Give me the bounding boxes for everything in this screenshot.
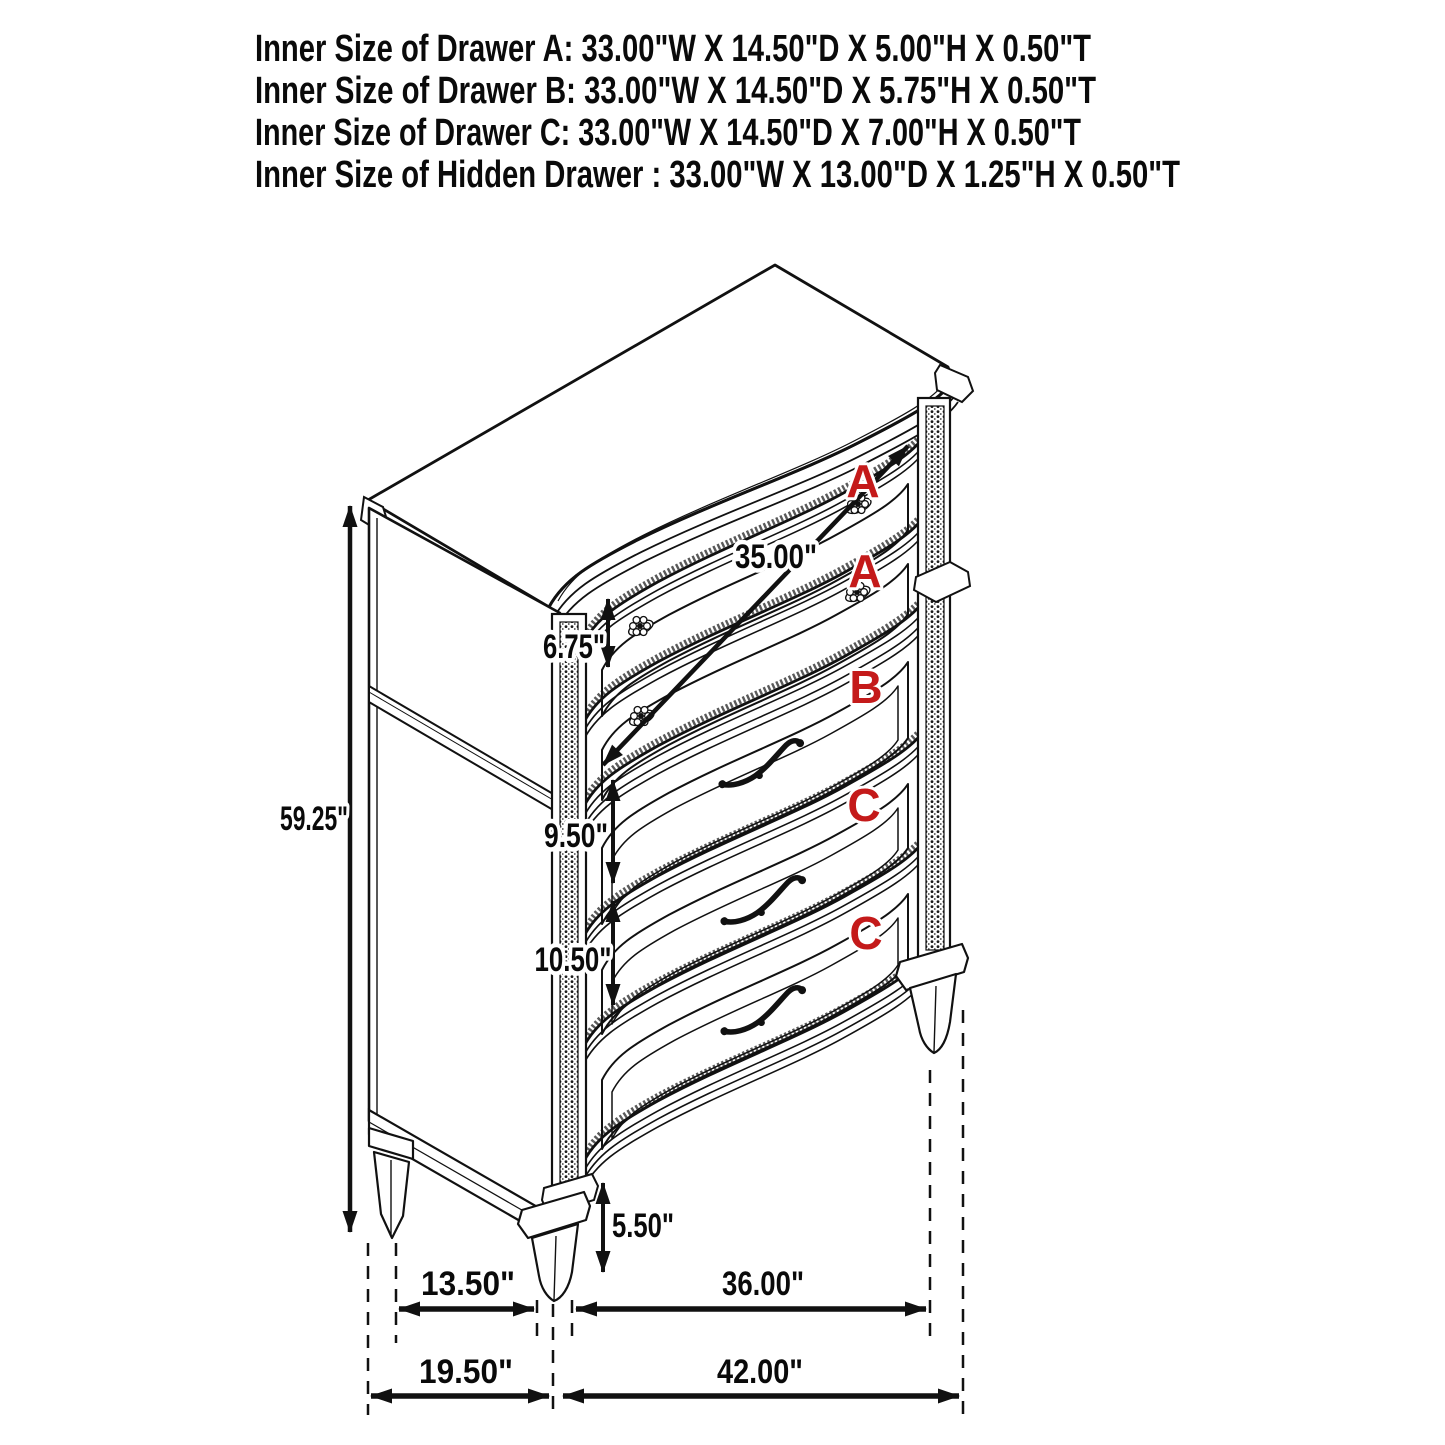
dimension-label-overall-width: 42.00"	[717, 1353, 803, 1391]
dimension-label-overall-height: 59.25"	[280, 800, 348, 838]
dimension-label-inner-width: 36.00"	[722, 1265, 804, 1303]
spec-line-drawer-a: Inner Size of Drawer A: 33.00"W X 14.50"D X 5.00"H X 0.50"T	[255, 28, 1091, 70]
spec-line-drawer-c: Inner Size of Drawer C: 33.00"W X 14.50"D X 7.00"H X 0.50"T	[255, 112, 1081, 154]
drawer-letter-a2: A	[848, 545, 882, 597]
drawer-letter-a1: A	[846, 455, 880, 507]
dimension-label-top-width: 35.00"	[735, 538, 817, 576]
chest-left-side-panel	[369, 508, 560, 1244]
dimension-label-drawer-b-height: 9.50"	[544, 817, 608, 855]
dimension-label-drawer-a-height: 6.75"	[543, 628, 605, 666]
drawer-letter-b: B	[849, 661, 883, 713]
dimension-label-overall-depth: 19.50"	[419, 1353, 513, 1391]
dimension-label-drawer-c-height: 10.50"	[534, 941, 612, 979]
spec-line-hidden-drawer: Inner Size of Hidden Drawer : 33.00"W X 13.00"D X 1.25"H X 0.50"T	[255, 154, 1180, 196]
dimension-label-leg-height: 5.50"	[612, 1207, 674, 1245]
spec-line-drawer-b: Inner Size of Drawer B: 33.00"W X 14.50"D X 5.75"H X 0.50"T	[255, 70, 1096, 112]
drawer-letter-c1: C	[847, 779, 881, 831]
drawer-letter-c2: C	[849, 907, 883, 959]
dimension-label-inner-depth: 13.50"	[421, 1265, 515, 1303]
